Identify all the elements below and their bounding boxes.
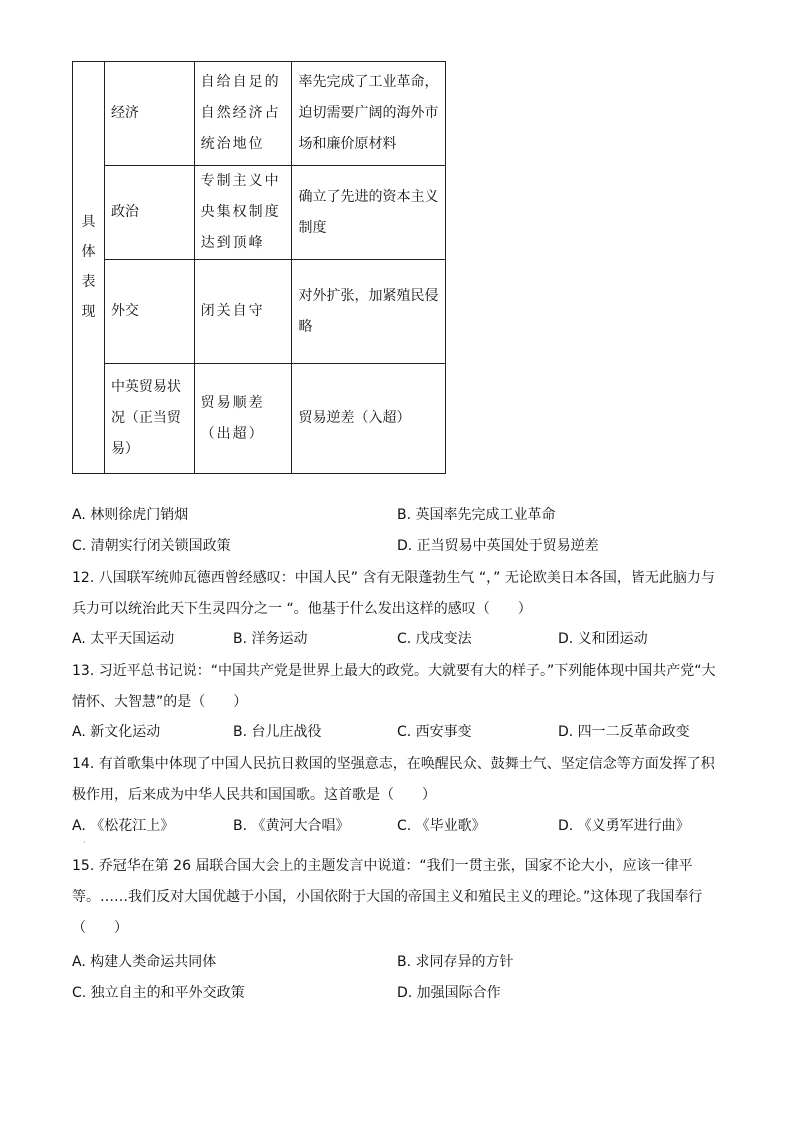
q15-option-d[interactable]: D. 加强国际合作: [397, 985, 501, 1001]
q13-option-b[interactable]: B. 台儿庄战役: [233, 724, 322, 740]
q12-option-a[interactable]: A. 太平天国运动: [72, 631, 175, 647]
aspect-cell: 经济: [104, 62, 194, 166]
table-row: [73, 62, 446, 166]
q15-option-a[interactable]: A. 构建人类命运共同体: [72, 954, 217, 970]
q11-option-c[interactable]: C. 清朝实行闭关锁国政策: [72, 538, 231, 554]
britain-cell: 率先完成了工业革命，迫切需要广阔的海外市场和廉价原材料: [292, 62, 446, 166]
aspect-cell: 外交: [104, 260, 194, 364]
stray-mark: ·: [83, 838, 86, 847]
q13-stem: 13. 习近平总书记说：“中国共产党是世界上最大的政党。大就要有大的样子。”下列能体现中国共产党“大情怀、大智慧”的是（ ）: [72, 663, 716, 710]
q14-option-b[interactable]: B. 《黄河大合唱》: [233, 818, 350, 834]
q12-option-c[interactable]: C. 戊戌变法: [397, 631, 472, 647]
q14-stem: 14. 有首歌集中体现了中国人民抗日救国的坚强意志，在唤醒民众、鼓舞士气、坚定信念等方面发挥了积极作用，后来成为中华人民共和国国歌。这首歌是（ ）: [72, 756, 715, 803]
q15-option-c[interactable]: C. 独立自主的和平外交政策: [72, 985, 245, 1001]
group-label-cell: [73, 62, 105, 474]
britain-cell: 确立了先进的资本主义制度: [292, 166, 446, 260]
q13-option-c[interactable]: C. 西安事变: [397, 724, 472, 740]
china-cell: 自给自足的自然经济占统治地位: [194, 62, 292, 166]
q12-option-d[interactable]: D. 义和团运动: [558, 631, 648, 647]
q12-option-b[interactable]: B. 洋务运动: [233, 631, 308, 647]
china-cell: 闭关自守: [194, 260, 292, 364]
aspect-cell: 中英贸易状况（正当贸易）: [104, 364, 194, 474]
q12-stem: 12. 八国联军统帅瓦德西曾经感叹：中国人民” 含有无限蓬勃生气 “，” 无论欧美日本各国，皆无此脑力与兵力可以统治此天下生灵四分之一 “。他基于什么发出这样的感叹（ ）: [72, 570, 715, 617]
q11-option-d[interactable]: D. 正当贸易中英国处于贸易逆差: [397, 538, 599, 554]
q13-option-d[interactable]: D. 四一二反革命政变: [558, 724, 690, 740]
comparison-table: [72, 61, 446, 474]
q14-option-a[interactable]: A. 《松花江上》: [72, 818, 175, 834]
q11-option-a[interactable]: A. 林则徐虎门销烟: [72, 507, 189, 523]
table-row: [73, 166, 446, 260]
table-row: [73, 364, 446, 474]
q15-stem: 15. 乔冠华在第 26 届联合国大会上的主题发言中说道：“我们一贯主张，国家不论大小，应该一律平等。……我们反对大国优越于小国，小国依附于大国的帝国主义和殖民主义的理论。”这体现了我国奉行（ ）: [72, 858, 703, 936]
table-row: [73, 260, 446, 364]
britain-cell: 贸易逆差（入超）: [292, 364, 446, 474]
q14-option-d[interactable]: D. 《义勇军进行曲》: [558, 818, 690, 834]
q11-option-b[interactable]: B. 英国率先完成工业革命: [397, 507, 556, 523]
group-label: 具体表现: [81, 214, 96, 320]
q13-option-a[interactable]: A. 新文化运动: [72, 724, 161, 740]
q14-option-c[interactable]: C. 《毕业歌》: [397, 818, 486, 834]
britain-cell: 对外扩张，加紧殖民侵略: [292, 260, 446, 364]
china-cell: 贸易顺差（出超）: [194, 364, 292, 474]
q15-option-b[interactable]: B. 求同存异的方针: [397, 954, 514, 970]
aspect-cell: 政治: [104, 166, 194, 260]
china-cell: 专制主义中央集权制度达到顶峰: [194, 166, 292, 260]
